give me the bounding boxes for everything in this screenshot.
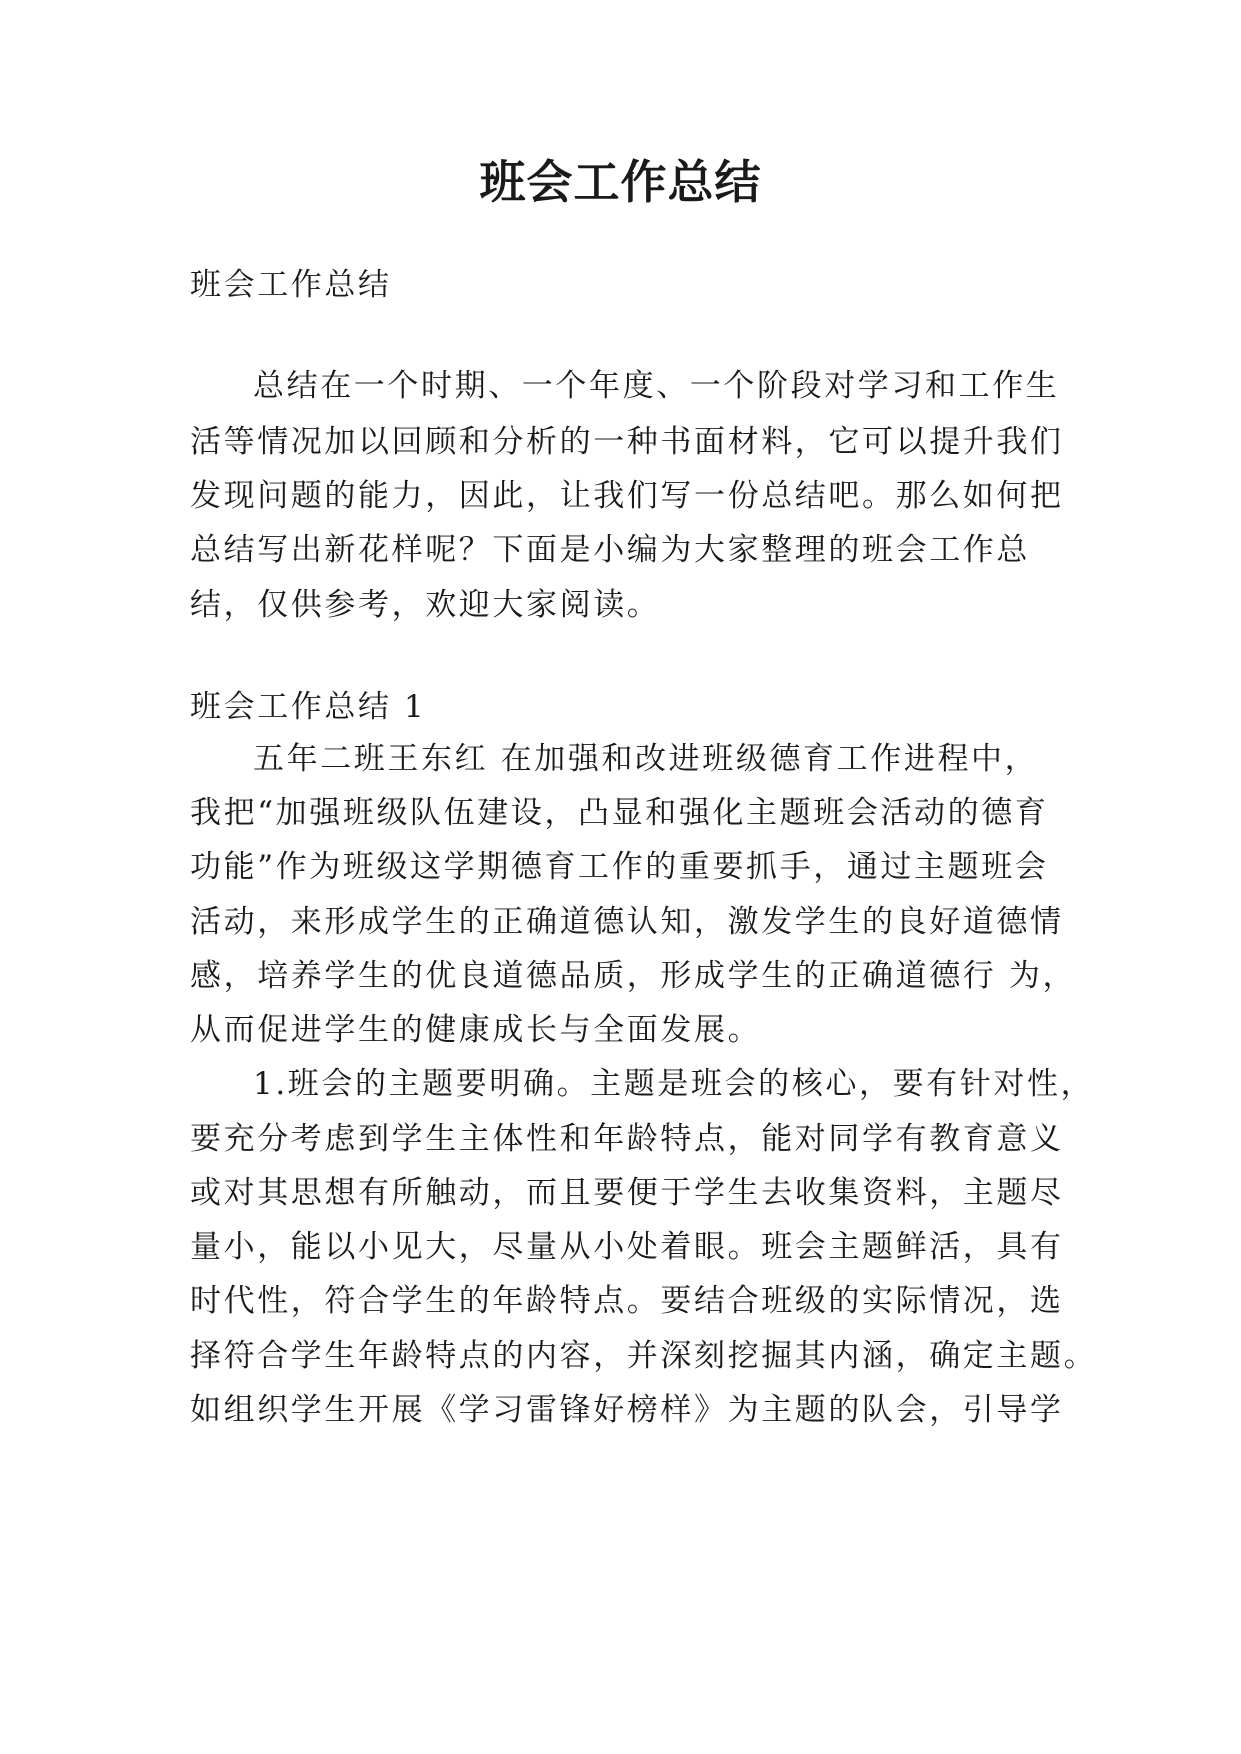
- item1-line: 要充分考虑到学生主体性和年龄特点，能对同学有教育意义: [190, 1121, 1064, 1157]
- item1-line: 如组织学生开展《学习雷锋好榜样》为主题的队会，引导学: [190, 1392, 1064, 1428]
- item1-line: 量小，能以小见大，尽量从小处着眼。班会主题鲜活，具有: [190, 1229, 1064, 1265]
- item1-line: 或对其思想有所触动，而且要便于学生去收集资料，主题尽: [190, 1175, 1064, 1211]
- page-title: 班会工作总结: [479, 155, 762, 209]
- section-heading: 班会工作总结 1: [190, 689, 427, 725]
- intro-line: 发现问题的能力，因此，让我们写一份总结吧。那么如何把: [190, 478, 1064, 514]
- section-line: 五年二班王东红 在加强和改进班级德育工作进程中，: [253, 741, 1039, 777]
- item1-line: 1.班会的主题要明确。主题是班会的核心，要有针对性，: [253, 1066, 1095, 1102]
- section-line: 功能”作为班级这学期德育工作的重要抓手，通过主题班会: [190, 849, 1049, 885]
- section-line: 活动，来形成学生的正确道德认知，激发学生的良好道德情: [190, 904, 1064, 940]
- intro-line: 活等情况加以回顾和分析的一种书面材料，它可以提升我们: [190, 424, 1064, 460]
- item1-line: 时代性，符合学生的年龄特点。要结合班级的实际情况，选: [190, 1283, 1064, 1319]
- section-line: 感，培养学生的优良道德品质，形成学生的正确道德行 为，: [190, 958, 1077, 994]
- intro-line: 结，仅供参考，欢迎大家阅读。: [190, 587, 661, 623]
- document-subtitle: 班会工作总结: [190, 267, 392, 303]
- item1-line: 择符合学生年龄特点的内容，并深刻挖掘其内涵，确定主题。: [190, 1338, 1098, 1374]
- section-line: 我把“加强班级队伍建设，凸显和强化主题班会活动的德育: [190, 795, 1049, 831]
- intro-line: 总结在一个时期、一个年度、一个阶段对学习和工作生: [253, 368, 1060, 404]
- intro-line: 总结写出新花样呢？下面是小编为大家整理的班会工作总: [190, 532, 1030, 568]
- section-line: 从而促进学生的健康成长与全面发展。: [190, 1012, 762, 1048]
